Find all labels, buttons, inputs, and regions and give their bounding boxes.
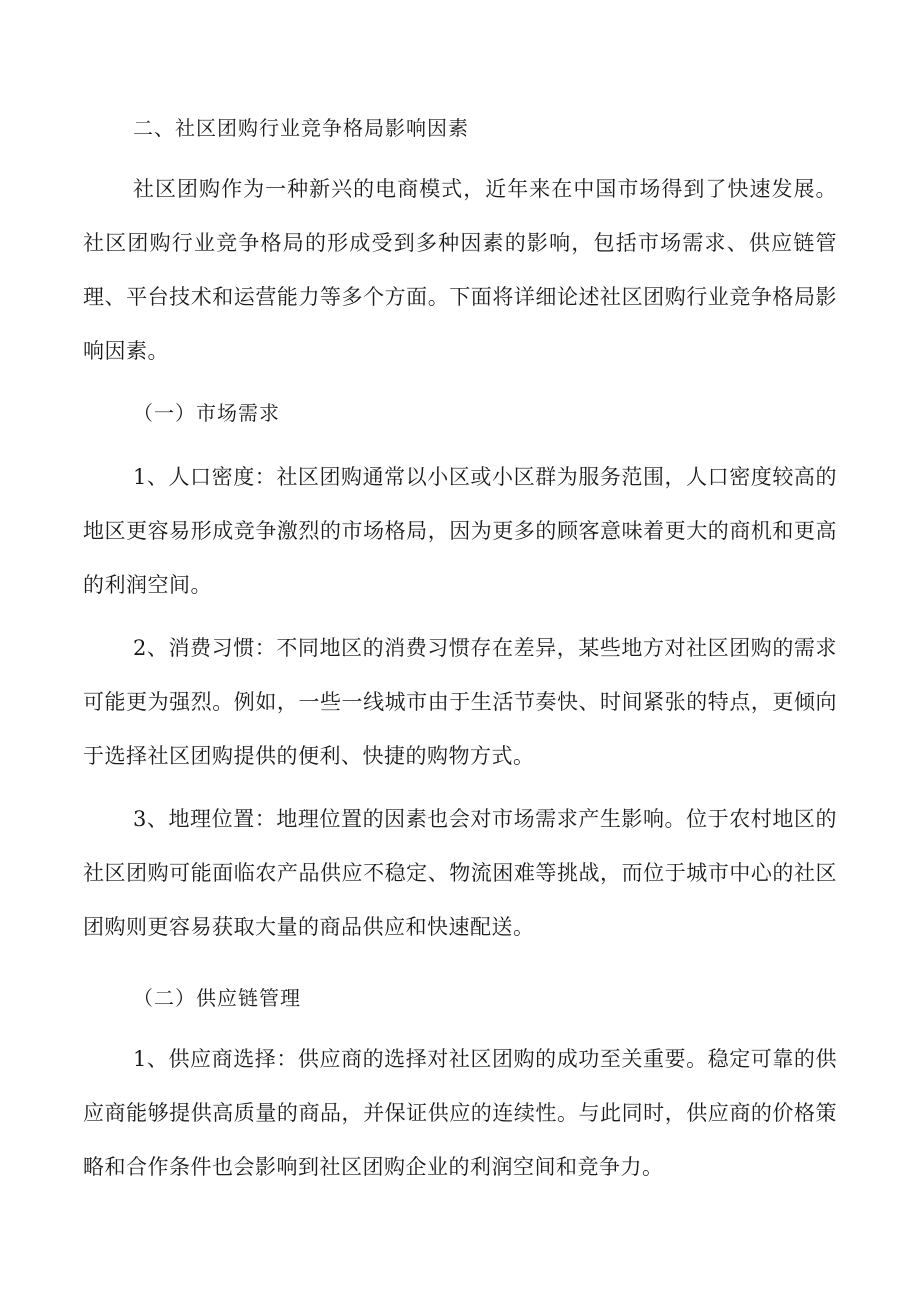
paragraph-geographic-location: 3、地理位置：地理位置的因素也会对市场需求产生影响。位于农村地区的社区团购可能面临农产品供应不稳定、物流困难等挑战，而位于城市中心的社区团购则更容易获取大量的商品供应和快速配送。	[83, 807, 837, 939]
paragraph-consumption-habits: 2、消费习惯：不同地区的消费习惯存在差异，某些地方对社区团购的需求可能更为强烈。例如，一些一线城市由于生活节奏快、时间紧张的特点，更倾向于选择社区团购提供的便利、快捷的购物方式。	[83, 636, 837, 768]
section-title: 二、社区团购行业竞争格局影响因素	[133, 116, 469, 140]
subsection-title-market-demand: （一）市场需求	[133, 401, 280, 425]
subsection-title-supply-chain: （二）供应链管理	[133, 986, 301, 1010]
intro-paragraph: 社区团购作为一种新兴的电商模式，近年来在中国市场得到了快速发展。社区团购行业竞争格局的形成受到多种因素的影响，包括市场需求、供应链管理、平台技术和运营能力等多个方面。下面将详细论述社区团购行业竞争格局影响因素。	[83, 177, 837, 363]
paragraph-supplier-selection: 1、供应商选择：供应商的选择对社区团购的成功至关重要。稳定可靠的供应商能够提供高质量的商品，并保证供应的连续性。与此同时，供应商的价格策略和合作条件也会影响到社区团购企业的利润空间和竞争力。	[83, 1047, 837, 1179]
paragraph-population-density: 1、人口密度：社区团购通常以小区或小区群为服务范围，人口密度较高的地区更容易形成竞争激烈的市场格局，因为更多的顾客意味着更大的商机和更高的利润空间。	[83, 465, 837, 597]
